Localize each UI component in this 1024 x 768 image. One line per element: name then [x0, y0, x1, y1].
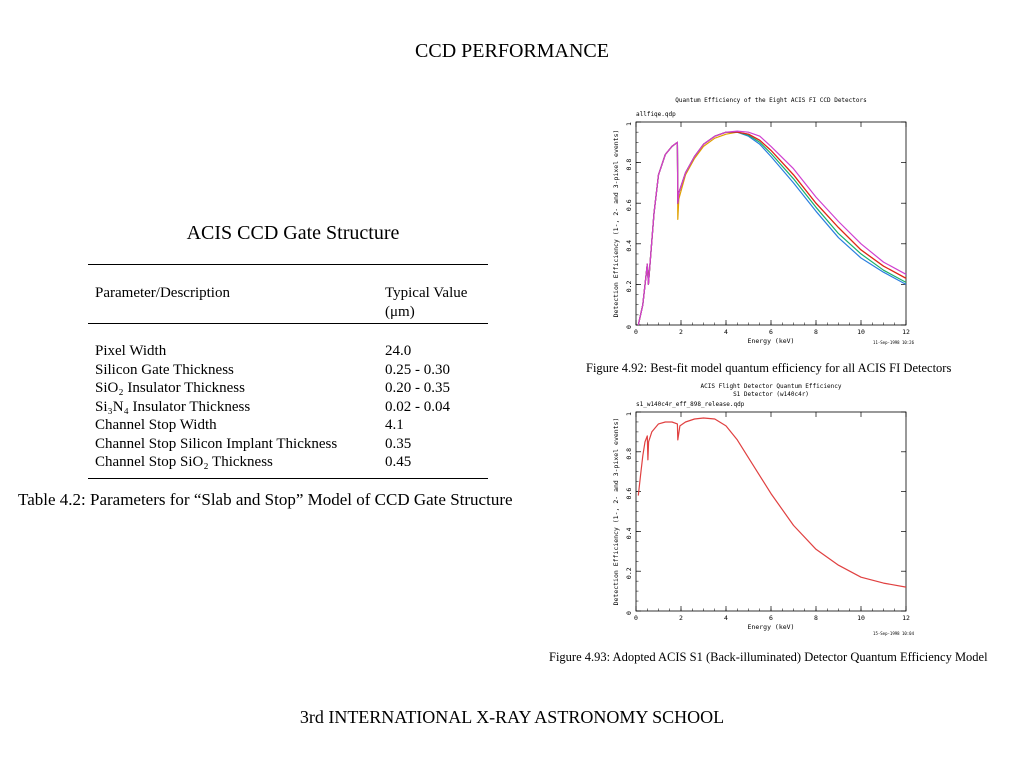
x-tick-label: 12 [902, 614, 910, 622]
fi-qe-chart [596, 92, 926, 348]
header-description: Parameter/Description [95, 285, 230, 301]
table-row [88, 342, 488, 361]
x-tick-label: 2 [679, 614, 683, 622]
chart-file-label: s1_w140c4r_eff_898_release.qdp [636, 401, 745, 408]
table-caption: Table 4.2: Parameters for “Slab and Stop” Model of CCD Gate Structure [18, 490, 513, 509]
x-tick-label: 12 [902, 328, 910, 336]
chart-title: Quantum Efficiency of the Eight ACIS FI CCD Detectors [675, 97, 867, 104]
row-value: 0.25 - 0.30 [385, 361, 450, 378]
row-value: 0.35 [385, 435, 412, 452]
qe-series-line [638, 131, 906, 325]
y-axis-label: Detection Efficiency (1-, 2- and 3-pixel events) [612, 417, 620, 606]
y-tick-label: 0.4 [625, 239, 633, 252]
x-tick-label: 4 [724, 614, 728, 622]
table-row [88, 435, 488, 454]
y-tick-label: 0.2 [625, 280, 633, 293]
qe-series-line [638, 418, 906, 587]
qe-series-line [638, 132, 906, 325]
row-description: Pixel Width [95, 343, 167, 359]
x-axis-label: Energy (keV) [747, 623, 795, 631]
slide-title: CCD PERFORMANCE [415, 40, 609, 62]
table-row [88, 361, 488, 380]
chart-subtitle: S1 Detector (w140c4r) [733, 391, 809, 398]
table-row [88, 398, 488, 417]
x-tick-label: 6 [769, 614, 773, 622]
y-axis-label: Detection Efficiency (1-, 2- and 3-pixel events) [612, 129, 620, 318]
table-row [88, 453, 488, 472]
y-tick-label: 0 [625, 325, 633, 329]
x-tick-label: 8 [814, 614, 818, 622]
chart-date-stamp: 11-Sep-1998 10:26 [873, 340, 914, 345]
s1-qe-chart-svg [596, 380, 926, 642]
y-tick-label: 0 [625, 611, 633, 615]
row-description: Si₃N₄ Insulator Thickness [95, 398, 251, 415]
y-tick-label: 0.8 [625, 447, 633, 460]
x-tick-label: 8 [814, 328, 818, 336]
s1-qe-chart [596, 380, 926, 642]
y-tick-label: 0.6 [625, 199, 633, 212]
table-bottom-rule [88, 478, 488, 479]
row-description: Silicon Gate Thickness [95, 361, 234, 378]
y-tick-label: 0.6 [625, 487, 633, 500]
qe-series-line [638, 132, 906, 325]
qe-series-line [638, 132, 906, 325]
row-value: 0.02 - 0.04 [385, 398, 450, 415]
fi-qe-figure-caption: Figure 4.92: Best-fit model quantum efficiency for all ACIS FI Detectors [586, 361, 952, 375]
plot-frame [636, 412, 906, 611]
row-description: Channel Stop SiO₂ Thickness [95, 454, 273, 470]
chart-title: ACIS Flight Detector Quantum Efficiency [700, 383, 842, 390]
table-title: ACIS CCD Gate Structure [186, 222, 400, 244]
chart-date-stamp: 15-Sep-1998 10:04 [873, 631, 914, 636]
header-typical-value [385, 284, 467, 322]
x-tick-label: 10 [857, 328, 865, 336]
x-tick-label: 0 [634, 614, 638, 622]
header-value-unit: (μm) [385, 304, 415, 320]
y-tick-label: 1 [625, 122, 633, 126]
row-value: 0.45 [385, 454, 412, 470]
x-tick-label: 6 [769, 328, 773, 336]
y-tick-label: 1 [625, 412, 633, 416]
y-tick-label: 0.8 [625, 158, 633, 171]
x-tick-label: 10 [857, 614, 865, 622]
table-top-rule [88, 264, 488, 265]
qe-series-line [638, 132, 906, 325]
plot-frame [636, 122, 906, 325]
row-description: SiO₂ Insulator Thickness [95, 380, 245, 396]
x-axis-label: Energy (keV) [747, 337, 795, 345]
row-value: 4.1 [385, 417, 404, 433]
fi-qe-chart-svg [596, 92, 926, 348]
row-description: Channel Stop Silicon Implant Thickness [95, 435, 338, 452]
row-description: Channel Stop Width [95, 417, 217, 433]
table-row [88, 416, 488, 435]
row-value: 0.20 - 0.35 [385, 380, 450, 396]
y-tick-label: 0.4 [625, 527, 633, 540]
row-value: 24.0 [385, 343, 412, 359]
s1-qe-figure-caption: Figure 4.93: Adopted ACIS S1 (Back-illuminated) Detector Quantum Efficiency Model [549, 650, 988, 664]
header-rule [88, 323, 488, 324]
y-tick-label: 0.2 [625, 567, 633, 580]
x-tick-label: 2 [679, 328, 683, 336]
x-tick-label: 0 [634, 328, 638, 336]
footer: 3rd INTERNATIONAL X-RAY ASTRONOMY SCHOOL [299, 707, 725, 727]
x-tick-label: 4 [724, 328, 728, 336]
chart-file-label: allfiqe.qdp [636, 111, 676, 118]
table-row [88, 379, 488, 398]
header-value-line1: Typical Value [385, 285, 468, 301]
